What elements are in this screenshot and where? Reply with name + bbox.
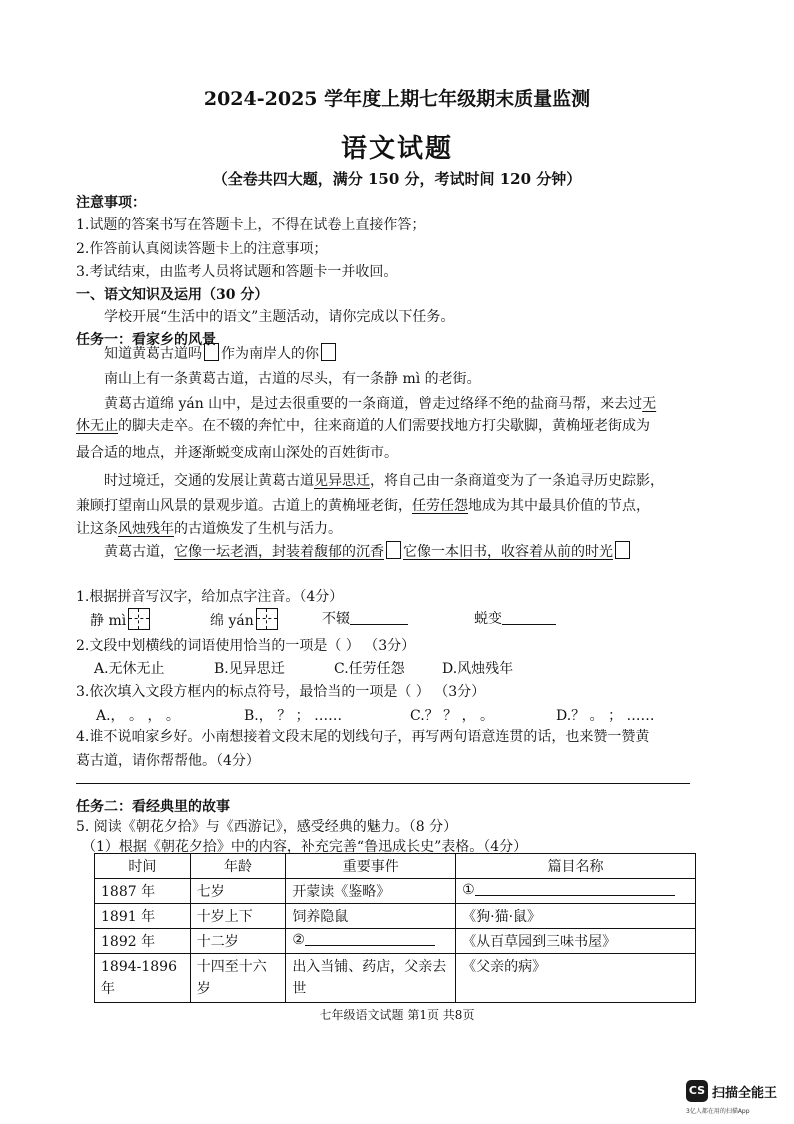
- table-cell: 《从百草园到三味书屋》: [456, 929, 696, 954]
- q2-option: A.无休无止: [94, 661, 165, 677]
- note-item: 2.作答前认真阅读答题卡上的注意事项；: [76, 241, 328, 257]
- question-3: 3.依次填入文段方框内的标点符号，最恰当的一项是（ ） （3分）: [76, 684, 486, 700]
- table-cell: ①: [456, 879, 696, 904]
- q2-option: B.见异思迁: [214, 661, 285, 677]
- q1-item: 不辍: [322, 608, 408, 628]
- page-footer: 七年级语文试题 第1页 共8页: [319, 1008, 475, 1022]
- table-cell: 十二岁: [190, 929, 286, 954]
- answer-blank[interactable]: [350, 610, 408, 625]
- scanner-name: 扫描全能王: [712, 1086, 778, 1101]
- lu-xun-growth-table: [94, 853, 696, 1003]
- q3-option: C.？ ？ ， 。: [410, 708, 495, 724]
- punctuation-box: [321, 343, 336, 361]
- table-cell: 1894-1896 年: [95, 954, 191, 1003]
- table-cell: 1887 年: [95, 879, 191, 904]
- table-header-row: [95, 854, 696, 879]
- table-cell: 七岁: [190, 879, 286, 904]
- question-2: 2.文段中划横线的词语使用恰当的一项是（ ） （3分）: [76, 638, 416, 654]
- subject-title: 语文试题: [340, 134, 453, 164]
- table-cell: 1892 年: [95, 929, 191, 954]
- table-cell: 开蒙读《鉴略》: [286, 879, 456, 904]
- passage-line: 黄葛古道绵 yán 山中，是过去很重要的一条商道，曾走过络绎不绝的盐商马帮，来去过无: [104, 396, 657, 412]
- note-item: 3.考试结束，由监考人员将试题和答题卡一并收回。: [76, 264, 398, 280]
- table-cell: 出入当铺、药店，父亲去世: [286, 954, 456, 1003]
- passage-line: 兼顾打望南山风景的景观步道。古道上的黄桷垭老街，任劳任怨地成为其中最具价值的节点，: [76, 498, 650, 514]
- punctuation-box: [204, 343, 219, 361]
- q3-option: B.， ？ ； ……: [244, 708, 343, 724]
- passage-line: 时过境迁，交通的发展让黄葛古道见异思迁，将自己由一条商道变为了一条追寻历史踪影，: [104, 473, 664, 489]
- table-row: [95, 904, 696, 929]
- q1-item: 蜕变: [474, 608, 556, 628]
- exam-info: （全卷共四大题，满分 150 分，考试时间 120 分钟）: [212, 170, 582, 188]
- q1-item: 静 mì: [90, 608, 152, 630]
- table-cell: ②: [286, 929, 456, 954]
- answer-line[interactable]: [76, 783, 690, 784]
- passage-line: 南山上有一条黄葛古道，古道的尽头，有一条静 mì 的老街。: [104, 371, 481, 387]
- passage-line: 知道黄葛古道吗 作为南岸人的你: [104, 339, 338, 369]
- q3-option: D.？ 。 ； ……: [556, 708, 655, 724]
- table-row: [95, 879, 696, 904]
- exam-title: 2024-2025 学年度上期七年级期末质量监测: [203, 88, 591, 110]
- table-cell: 十四至十六岁: [190, 954, 286, 1003]
- answer-grid-box[interactable]: [128, 608, 150, 630]
- punctuation-box: [615, 541, 630, 559]
- table-header: 年龄: [190, 854, 286, 879]
- punctuation-box: [386, 541, 401, 559]
- section-heading: 一、语文知识及运用（30 分）: [76, 287, 269, 303]
- table-cell: 十岁上下: [190, 904, 286, 929]
- table-header: 篇目名称: [456, 854, 696, 879]
- passage-line: 休无止的脚夫走卒。在不辍的奔忙中，往来商道的人们需要找地方打尖歇脚，黄桷垭老街成为: [76, 418, 650, 434]
- table-cell: 1891 年: [95, 904, 191, 929]
- answer-blank[interactable]: [502, 610, 556, 625]
- task2-heading: 任务二：看经典里的故事: [76, 799, 230, 815]
- table-header: 重要事件: [286, 854, 456, 879]
- passage-line: 最合适的地点，并逐渐蜕变成南山深处的百姓街市。: [76, 445, 398, 461]
- notes-heading: 注意事项：: [76, 195, 146, 211]
- table-cell: 《父亲的病》: [456, 954, 696, 1003]
- q2-option: C.任劳任怨: [334, 661, 405, 677]
- table-cell: 饲养隐鼠: [286, 904, 456, 929]
- answer-blank[interactable]: [305, 931, 435, 946]
- note-item: 1.试题的答案书写在答题卡上，不得在试卷上直接作答；: [76, 217, 426, 233]
- answer-blank[interactable]: [475, 881, 675, 896]
- table-header: 时间: [95, 854, 191, 879]
- answer-grid-box[interactable]: [256, 608, 278, 630]
- question-5-1: （1）根据《朝花夕拾》中的内容，补充完善“鲁迅成长史”表格。（4分）: [82, 839, 528, 855]
- camscanner-logo-icon: CS: [686, 1080, 708, 1102]
- q1-item: 绵 yán: [210, 608, 280, 630]
- q2-option: D.风烛残年: [442, 661, 514, 677]
- task1-heading: 任务一：看家乡的风景: [76, 332, 216, 348]
- table-row: [95, 954, 696, 1003]
- q3-option: A.， 。 ， 。: [96, 708, 180, 724]
- scanner-tagline: 3亿人都在用的扫描App: [686, 1108, 750, 1115]
- question-5: 5. 阅读《朝花夕拾》与《西游记》，感受经典的魅力。（8 分）: [76, 819, 458, 835]
- question-4: 4.谁不说咱家乡好。小南想接着文段末尾的划线句子，再写两句语意连贯的话，也来赞一赞黄: [76, 729, 650, 745]
- table-cell: 《狗·猫·鼠》: [456, 904, 696, 929]
- section-intro: 学校开展“生活中的语文”主题活动，请你完成以下任务。: [104, 309, 455, 325]
- table-row: [95, 929, 696, 954]
- passage-line: 黄葛古道，它像一坛老酒，封装着馥郁的沉香 它像一本旧书，收容着从前的时光: [104, 537, 632, 567]
- passage-line: 让这条风烛残年的古道焕发了生机与活力。: [76, 521, 342, 537]
- question-4-cont: 葛古道，请你帮帮他。（4分）: [76, 753, 260, 769]
- question-1: 1.根据拼音写汉字，给加点字注音。（4分）: [76, 589, 344, 605]
